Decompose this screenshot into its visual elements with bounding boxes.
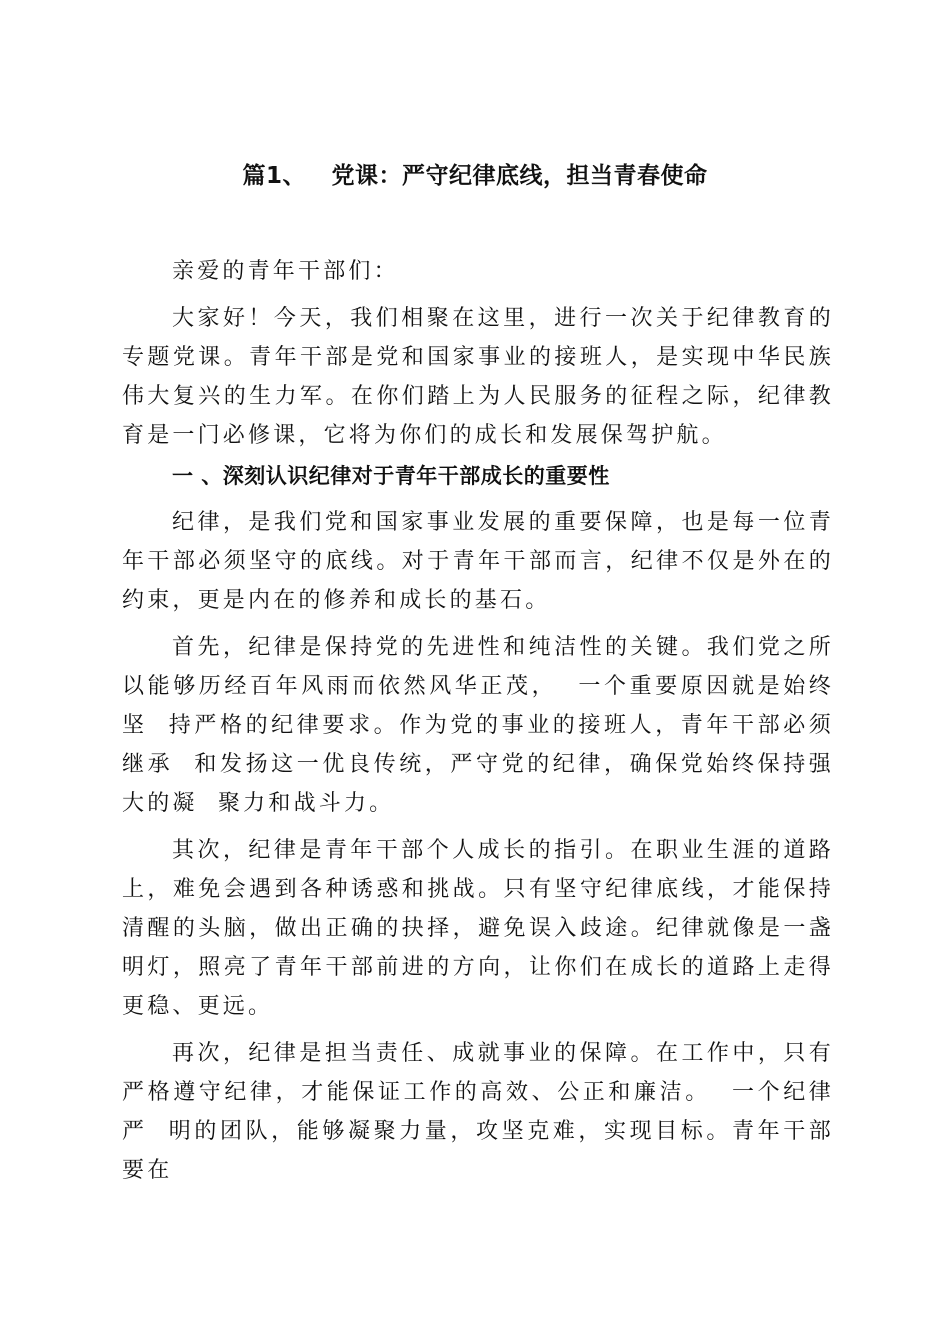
salutation: 亲爱的青年干部们： xyxy=(172,259,399,284)
body-paragraph: 再次，纪律是担当责任、成就事业的保障。在工作中，只有严格遵守纪律，才能保证工作的高效、公正和廉洁。 一个纪律严 明的团队，能够凝聚力量，攻坚克难，实现目标。青年干部要在 xyxy=(122,1041,834,1183)
section-heading: 一 、深刻认识纪律对于青年干部成长的重要性 xyxy=(172,464,610,488)
intro-paragraph: 大家好！今天，我们相聚在这里，进行一次关于纪律教育的专题党课。青年干部是党和国家事业的接班人，是实现中华民族伟大复兴的生力军。在你们踏上为人民服务的征程之际，纪律教育是一门必修课，它将为你们的成长和发展保驾护航。 xyxy=(122,306,834,448)
body-paragraph: 其次，纪律是青年干部个人成长的指引。在职业生涯的道路上，难免会遇到各种诱惑和挑战。只有坚守纪律底线，才能保持清醒的头脑，做出正确的抉择，避免误入歧途。纪律就像是一盏明灯，照亮了青年干部前进的方向，让你们在成长的道路上走得更稳、更远。 xyxy=(122,838,834,1019)
document-body xyxy=(122,252,834,1190)
body-paragraph: 纪律，是我们党和国家事业发展的重要保障，也是每一位青年干部必须坚守的底线。对于青年干部而言，纪律不仅是外在的约束，更是内在的修养和成长的基石。 xyxy=(122,510,834,613)
body-paragraph: 首先，纪律是保持党的先进性和纯洁性的关键。我们党之所以能够历经百年风雨而依然风华正茂， 一个重要原因就是始终坚 持严格的纪律要求。作为党的事业的接班人，青年干部必须继承 和发扬这一优良传统，严守党的纪律，确保党始终保持强大的凝 聚力和战斗力。 xyxy=(122,635,834,816)
document-title: 篇1、 党课：严守纪律底线，担当青春使命 xyxy=(242,163,708,189)
